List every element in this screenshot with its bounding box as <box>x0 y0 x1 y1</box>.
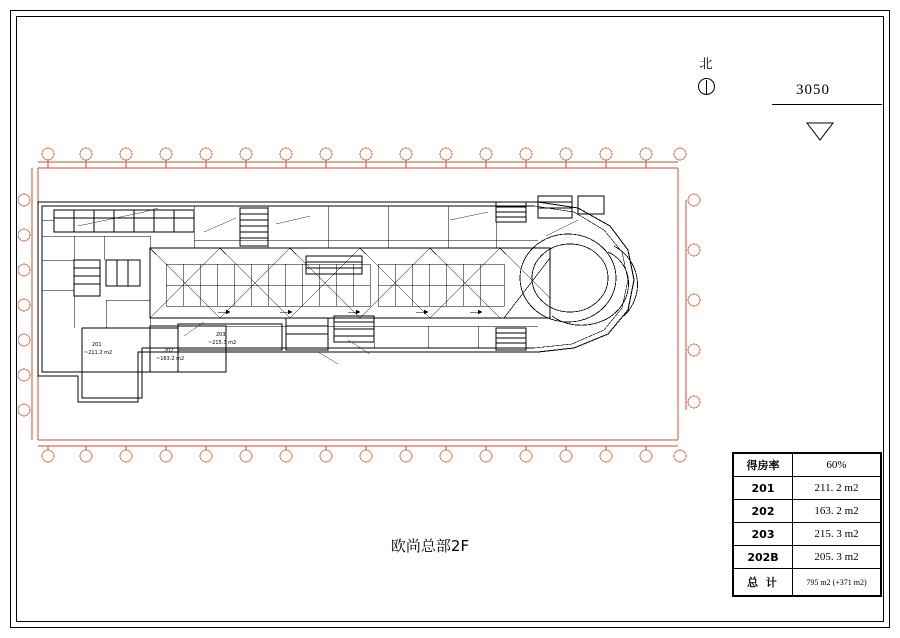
row-value: 795 m2 (+371 m2) <box>793 569 881 596</box>
row-key: 201 <box>734 477 793 500</box>
room-201-label: 201 <box>92 342 102 348</box>
elevation-marker <box>772 82 882 132</box>
floor-plan-drawing <box>18 140 718 470</box>
table-row <box>734 500 881 523</box>
row-key: 202B <box>734 546 793 569</box>
area-summary-table <box>732 452 882 597</box>
elevation-value: 3050 <box>796 82 830 98</box>
table-row <box>734 477 881 500</box>
page-title: 欧尚总部2F <box>390 537 470 555</box>
north-arrow <box>688 58 724 95</box>
north-arrow-label: 北 <box>699 57 713 72</box>
room-202-area: ~163.2 m2 <box>156 356 185 362</box>
row-value: 163. 2 m2 <box>793 500 881 523</box>
table-row-total <box>734 569 881 596</box>
room-201-area: ~211.2 m2 <box>84 350 113 356</box>
room-203-label: 203 <box>216 332 226 338</box>
room-202-label: 202 <box>164 348 174 354</box>
row-key: 202 <box>734 500 793 523</box>
table-row <box>734 546 881 569</box>
row-key: 得房率 <box>734 454 793 477</box>
row-value: 215. 3 m2 <box>793 523 881 546</box>
row-key: 203 <box>734 523 793 546</box>
room-203-area: ~215.3 m2 <box>208 340 237 346</box>
table-row <box>734 523 881 546</box>
level-triangle-icon <box>792 105 818 122</box>
row-value: 60% <box>793 454 881 477</box>
row-key: 总 计 <box>734 569 793 596</box>
row-value: 211. 2 m2 <box>793 477 881 500</box>
row-value: 205. 3 m2 <box>793 546 881 569</box>
elevation-line <box>772 104 882 105</box>
north-arrow-icon <box>698 78 715 95</box>
table-row <box>734 454 881 477</box>
